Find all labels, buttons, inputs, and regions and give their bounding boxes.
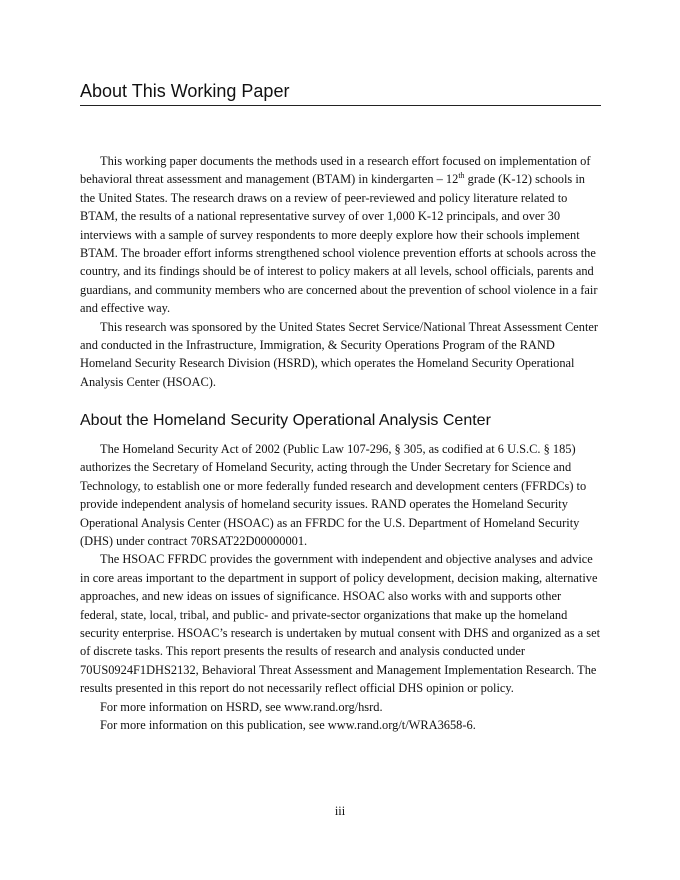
heading-rule xyxy=(80,105,601,106)
section-heading-hsoac: About the Homeland Security Operational Analysis Center xyxy=(80,412,491,429)
intro-paragraph-1-text-b: grade (K-12) schools in the United States. The research draws on a review of peer-reviewed and policy literature related to BTAM, the results of a national representative survey of over 1,000 K-12 principals, and over 30 interviews with a sample of survey respondents to more deeply explore how their schools implement BTAM. The broader effort informs strengthened school violence prevention efforts at schools across the country, and its findings should be of interest to policy makers at all levels, school officials, parents and guardians, and community members who are concerned about the prevention of school violence in a fair and effective way. xyxy=(80,172,598,316)
superscript-th: th xyxy=(458,171,465,181)
working-paper-section xyxy=(80,152,601,391)
page-number: iii xyxy=(334,804,346,818)
intro-paragraph-1 xyxy=(80,152,601,318)
page-title: About This Working Paper xyxy=(80,81,290,101)
hsoac-section xyxy=(80,440,601,735)
intro-paragraph-2: This research was sponsored by the United States Secret Service/National Threat Assessment Center and conducted in the Infrastructure, Immigration, & Security Operations Program of the RAND Homeland Security Research Division (HSRD), which operates the Homeland Security Operational Analysis Center (HSOAC). xyxy=(80,319,599,389)
hsrd-info-line: For more information on HSRD, see www.rand.org/hsrd. xyxy=(100,699,383,714)
intro-paragraph-1-text-a: This working paper documents the methods used in a research effort focused on implementation of behavioral threat assessment and management (BTAM) in kindergarten – 12 xyxy=(80,154,591,187)
hsoac-paragraph-1: The Homeland Security Act of 2002 (Public Law 107-296, § 305, as codified at 6 U.S.C. § 185) authorizes the Secretary of Homeland Security, acting through the Under Secretary for Science and Technology, to establish one or more federally funded research and development centers (FFRDCs) to provide independent analysis of homeland security issues. RAND operates the Homeland Security Operational Analysis Center (HSOAC) as an FFRDC for the U.S. Department of Homeland Security (DHS) under contract 70RSAT22D00000001. xyxy=(80,442,587,549)
hsoac-paragraph-2: The HSOAC FFRDC provides the government with independent and objective analyses and advice in core areas important to the department in support of policy development, decision making, alternative approaches, and new ideas on issues of significance. HSOAC also works with and supports other federal, state, local, tribal, and public- and private-sector organizations that make up the homeland security enterprise. HSOAC’s research is undertaken by mutual consent with DHS and organized as a set of discrete tasks. This report presents the results of research and analysis conducted under 70US0924F1DHS2132, Behavioral Threat Assessment and Management Implementation Research. The results presented in this report do not necessarily reflect official DHS opinion or policy. xyxy=(80,552,601,696)
publication-info-line: For more information on this publication, see www.rand.org/t/WRA3658-6. xyxy=(100,718,476,733)
